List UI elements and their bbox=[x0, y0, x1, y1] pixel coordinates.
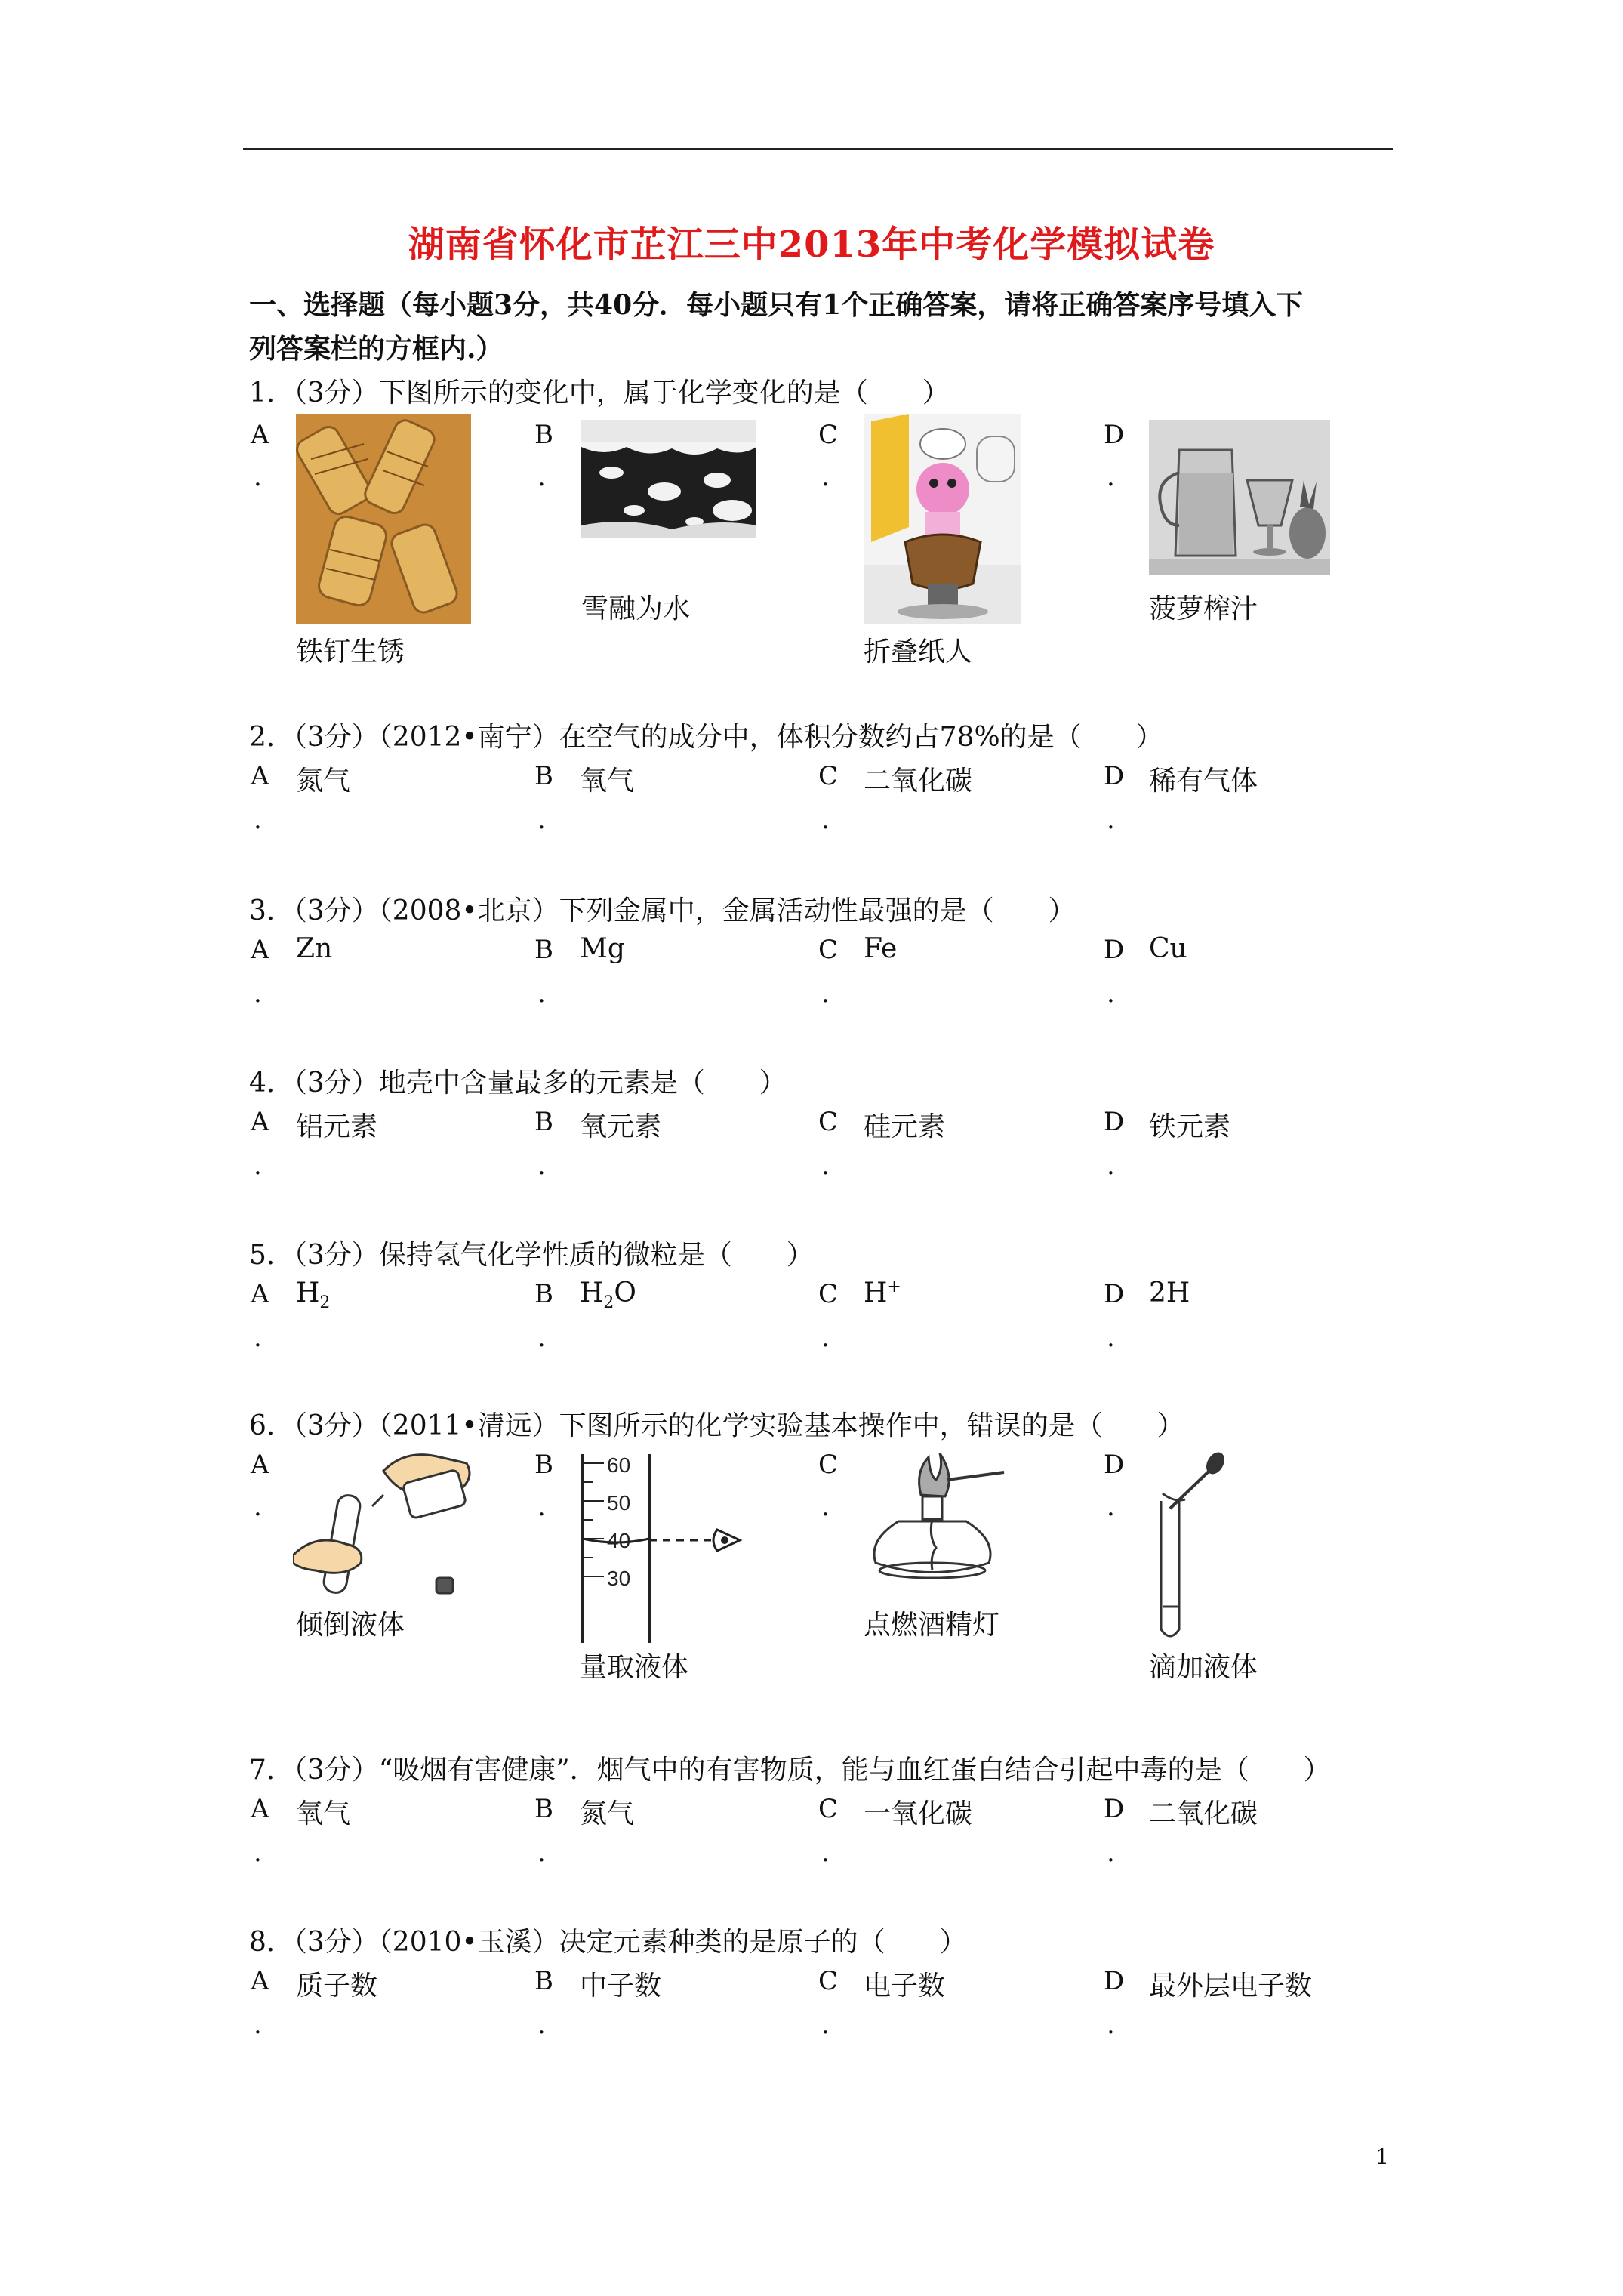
q7-option-c-dot: . bbox=[821, 1838, 830, 1868]
q6-option-d-dot: . bbox=[1107, 1492, 1115, 1522]
q8-option-d-letter: D bbox=[1104, 1966, 1125, 1996]
q2-option-d-text: 稀有气体 bbox=[1149, 766, 1258, 797]
q4-option-a-text: 铝元素 bbox=[296, 1111, 378, 1142]
q1-option-b-caption: 雪融为水 bbox=[581, 593, 691, 624]
paper-figure-photo bbox=[864, 414, 1021, 624]
q5-option-b-dot: . bbox=[537, 1323, 546, 1353]
q6-option-b-caption: 量取液体 bbox=[580, 1652, 689, 1683]
q8-option-a-letter: A bbox=[251, 1966, 269, 1996]
q1-option-b-letter: B bbox=[534, 420, 553, 450]
q8-option-d-dot: . bbox=[1107, 2010, 1115, 2040]
q8-option-b-text: 中子数 bbox=[580, 1971, 662, 2002]
q7-option-a-dot: . bbox=[254, 1838, 262, 1868]
q1-option-c-dot: . bbox=[821, 462, 830, 492]
q3-option-d-dot: . bbox=[1107, 978, 1115, 1009]
q7-option-b-text: 氮气 bbox=[580, 1798, 635, 1829]
exam-title: 湖南省怀化市芷江三中2013年中考化学模拟试卷 bbox=[408, 223, 1215, 266]
q4-option-d-dot: . bbox=[1107, 1151, 1115, 1181]
q3-option-a-text: Zn bbox=[296, 933, 333, 964]
q2-option-a-text: 氮气 bbox=[296, 766, 351, 797]
q5-option-d-formula: 2H bbox=[1149, 1277, 1190, 1308]
q7-option-d-text: 二氧化碳 bbox=[1149, 1798, 1258, 1829]
page-number: 1 bbox=[1375, 2144, 1389, 2169]
melting-snow-photo bbox=[581, 420, 756, 538]
q2-option-c-dot: . bbox=[821, 805, 830, 835]
question-1-stem: 1．（3分）下图所示的变化中，属于化学变化的是（ ） bbox=[249, 378, 950, 408]
q1-option-c-caption: 折叠纸人 bbox=[864, 636, 973, 667]
q7-option-b-dot: . bbox=[537, 1838, 546, 1868]
q3-option-c-letter: C bbox=[818, 935, 839, 965]
q3-option-b-dot: . bbox=[537, 978, 546, 1009]
q2-option-b-text: 氧气 bbox=[580, 766, 635, 797]
q5-option-b-formula: $H_2O$ bbox=[580, 1277, 636, 1313]
q6-option-a-letter: A bbox=[251, 1450, 269, 1480]
q7-option-d-dot: . bbox=[1107, 1838, 1115, 1868]
q3-option-d-letter: D bbox=[1104, 935, 1125, 965]
tick-30: 30 bbox=[607, 1567, 631, 1590]
q6-option-d-letter: D bbox=[1104, 1450, 1125, 1480]
q8-option-d-text: 最外层电子数 bbox=[1149, 1971, 1313, 2002]
q1-option-a-caption: 铁钉生锈 bbox=[296, 636, 405, 667]
q6-option-d-caption: 滴加液体 bbox=[1149, 1652, 1258, 1683]
q8-option-c-text: 电子数 bbox=[864, 1971, 946, 2002]
q2-option-d-letter: D bbox=[1104, 761, 1125, 791]
q6-option-b-letter: B bbox=[534, 1450, 553, 1480]
q5-option-a-formula: $H_2$ bbox=[296, 1277, 331, 1313]
q6-option-b-dot: . bbox=[537, 1492, 546, 1522]
q5-option-a-dot: . bbox=[254, 1323, 262, 1353]
q4-option-d-text: 铁元素 bbox=[1149, 1111, 1231, 1142]
q2-option-b-dot: . bbox=[537, 805, 546, 835]
section-heading bbox=[249, 283, 1397, 371]
question-2-stem: 2．（3分）（2012•南宁）在空气的成分中，体积分数约占78%的是（ ） bbox=[249, 722, 1163, 753]
q8-option-b-letter: B bbox=[534, 1966, 553, 1996]
q8-option-c-letter: C bbox=[818, 1966, 839, 1996]
q7-option-d-letter: D bbox=[1104, 1794, 1125, 1824]
q5-option-c-formula: H+ bbox=[864, 1277, 901, 1308]
rusty-nails-photo bbox=[296, 414, 471, 624]
q3-option-b-letter: B bbox=[534, 935, 553, 965]
q6-option-a-dot: . bbox=[254, 1492, 262, 1522]
q4-option-d-letter: D bbox=[1104, 1107, 1125, 1137]
q6-option-c-letter: C bbox=[818, 1450, 839, 1480]
q7-option-a-letter: A bbox=[251, 1794, 269, 1824]
question-5-stem: 5．（3分）保持氢气化学性质的微粒是（ ） bbox=[249, 1240, 814, 1271]
q3-option-a-dot: . bbox=[254, 978, 262, 1009]
q5-option-c-dot: . bbox=[821, 1323, 830, 1353]
q8-option-b-dot: . bbox=[537, 2010, 546, 2040]
q3-option-b-text: Mg bbox=[580, 933, 625, 964]
q4-option-a-dot: . bbox=[254, 1151, 262, 1181]
q8-option-a-text: 质子数 bbox=[296, 1971, 378, 2002]
q2-option-d-dot: . bbox=[1107, 805, 1115, 835]
q1-option-d-letter: D bbox=[1104, 420, 1125, 450]
q2-option-b-letter: B bbox=[534, 761, 553, 791]
section-line-1: 一、选择题（每小题3分，共40分．每小题只有1个正确答案，请将正确答案序号填入下 bbox=[249, 289, 1304, 321]
q3-option-c-text: Fe bbox=[864, 933, 898, 964]
q8-option-c-dot: . bbox=[821, 2010, 830, 2040]
q1-option-a-letter: A bbox=[251, 420, 269, 450]
tick-40: 40 bbox=[607, 1529, 631, 1552]
section-line-2: 列答案栏的方框内.） bbox=[249, 333, 504, 365]
q4-option-c-letter: C bbox=[818, 1107, 839, 1137]
q4-option-b-text: 氧元素 bbox=[580, 1111, 662, 1142]
q3-option-c-dot: . bbox=[821, 978, 830, 1009]
question-7-stem: 7．（3分）“吸烟有害健康”．烟气中的有害物质，能与血红蛋白结合引起中毒的是（ ） bbox=[249, 1755, 1331, 1786]
q2-option-a-dot: . bbox=[254, 805, 262, 835]
q5-option-d-letter: D bbox=[1104, 1279, 1125, 1309]
tick-50: 50 bbox=[607, 1491, 631, 1515]
q8-option-a-dot: . bbox=[254, 2010, 262, 2040]
q1-option-b-dot: . bbox=[537, 462, 546, 492]
dropper-tube-diagram bbox=[1140, 1448, 1230, 1644]
q4-option-c-text: 硅元素 bbox=[864, 1111, 946, 1142]
q2-option-c-text: 二氧化碳 bbox=[864, 766, 973, 797]
q5-option-d-dot: . bbox=[1107, 1323, 1115, 1353]
q3-option-a-letter: A bbox=[251, 935, 269, 965]
q4-option-b-dot: . bbox=[537, 1151, 546, 1181]
pouring-liquid-diagram bbox=[293, 1442, 479, 1608]
q7-option-c-letter: C bbox=[818, 1794, 839, 1824]
q1-option-d-caption: 菠萝榨汁 bbox=[1149, 593, 1258, 624]
q4-option-a-letter: A bbox=[251, 1107, 269, 1137]
q6-option-c-caption: 点燃酒精灯 bbox=[864, 1610, 1000, 1641]
q1-option-a-dot: . bbox=[254, 462, 262, 492]
header-rule bbox=[243, 148, 1393, 150]
q5-option-a-letter: A bbox=[251, 1279, 269, 1309]
q6-option-a-caption: 倾倒液体 bbox=[296, 1610, 405, 1641]
q7-option-a-text: 氧气 bbox=[296, 1798, 351, 1829]
q2-option-a-letter: A bbox=[251, 761, 269, 791]
measuring-cylinder-diagram bbox=[574, 1447, 747, 1643]
q2-option-c-letter: C bbox=[818, 761, 839, 791]
question-8-stem: 8．（3分）（2010•玉溪）决定元素种类的是原子的（ ） bbox=[249, 1927, 967, 1958]
q7-option-b-letter: B bbox=[534, 1794, 553, 1824]
q7-option-c-text: 一氧化碳 bbox=[864, 1798, 973, 1829]
question-3-stem: 3．（3分）（2008•北京）下列金属中，金属活动性最强的是（ ） bbox=[249, 895, 1076, 926]
q5-option-c-letter: C bbox=[818, 1279, 839, 1309]
q1-option-c-letter: C bbox=[818, 420, 839, 450]
pineapple-juice-photo bbox=[1149, 420, 1330, 575]
tick-60: 60 bbox=[607, 1453, 631, 1477]
q6-option-c-dot: . bbox=[821, 1492, 830, 1522]
q4-option-b-letter: B bbox=[534, 1107, 553, 1137]
alcohol-lamp-diagram bbox=[861, 1450, 1012, 1586]
question-4-stem: 4．（3分）地壳中含量最多的元素是（ ） bbox=[249, 1068, 787, 1099]
q1-option-d-dot: . bbox=[1107, 462, 1115, 492]
q4-option-c-dot: . bbox=[821, 1151, 830, 1181]
q5-option-b-letter: B bbox=[534, 1279, 553, 1309]
question-6-stem: 6．（3分）（2011•清远）下图所示的化学实验基本操作中，错误的是（ ） bbox=[249, 1410, 1184, 1441]
q3-option-d-text: Cu bbox=[1149, 933, 1187, 964]
